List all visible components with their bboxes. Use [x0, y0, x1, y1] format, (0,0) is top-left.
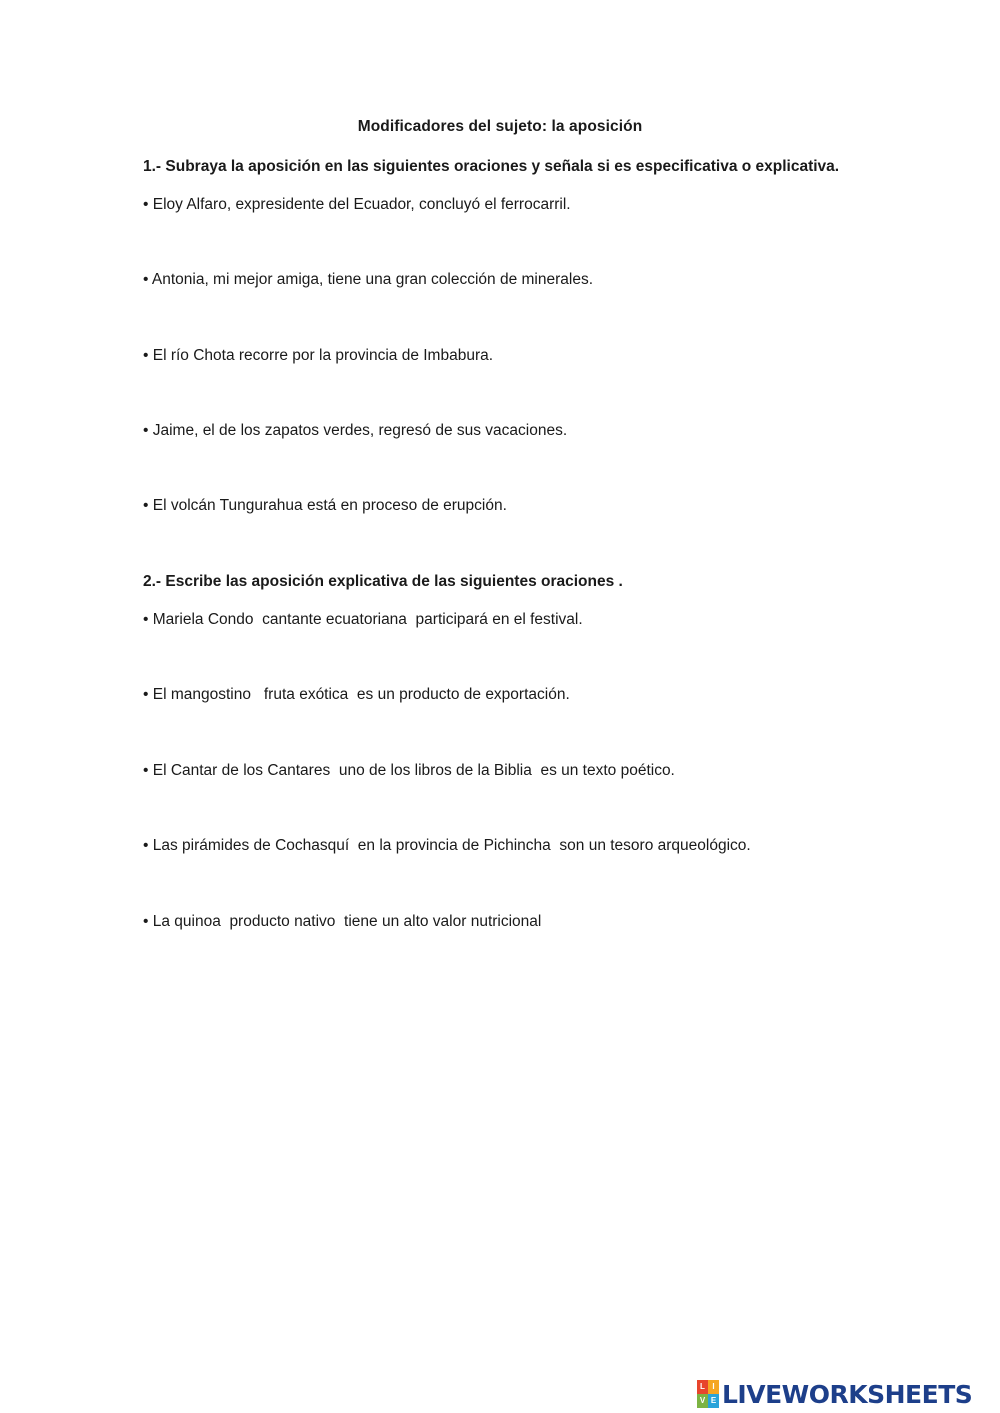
logo-letter: V	[697, 1394, 708, 1408]
logo-letter: L	[697, 1380, 708, 1394]
sentence-item: • Eloy Alfaro, expresidente del Ecuador, concluyó el ferrocarril.	[143, 196, 571, 213]
logo-letter: E	[708, 1394, 719, 1408]
sentence-item: • El Cantar de los Cantares uno de los libros de la Biblia es un texto poético.	[143, 762, 675, 779]
sentence-item: • La quinoa producto nativo tiene un alto valor nutricional	[143, 913, 542, 930]
section-2-heading: 2.- Escribe las aposición explicativa de las siguientes oraciones .	[143, 573, 623, 590]
sentence-item: • Jaime, el de los zapatos verdes, regresó de sus vacaciones.	[143, 422, 568, 439]
logo-letter: I	[708, 1380, 719, 1394]
sentence-item: • Las pirámides de Cochasquí en la provincia de Pichincha son un tesoro arqueológico.	[143, 837, 751, 854]
brand-name: LIVEWORKSHEETS	[722, 1379, 973, 1409]
liveworksheets-brand	[697, 1377, 972, 1411]
sentence-item: • Mariela Condo cantante ecuatoriana participará en el festival.	[143, 611, 583, 628]
sentence-item: • El mangostino fruta exótica es un producto de exportación.	[143, 686, 570, 703]
sentence-item: • Antonia, mi mejor amiga, tiene una gran colección de minerales.	[143, 271, 593, 288]
sentence-item: • El volcán Tungurahua está en proceso de erupción.	[143, 497, 507, 514]
sentence-item: • El río Chota recorre por la provincia de Imbabura.	[143, 347, 494, 364]
liveworksheets-logo-icon	[697, 1380, 719, 1408]
page-title: Modificadores del sujeto: la aposición	[357, 118, 643, 135]
section-1-heading: 1.- Subraya la aposición en las siguientes oraciones y señala si es especificativa o explicativa.	[143, 158, 840, 175]
